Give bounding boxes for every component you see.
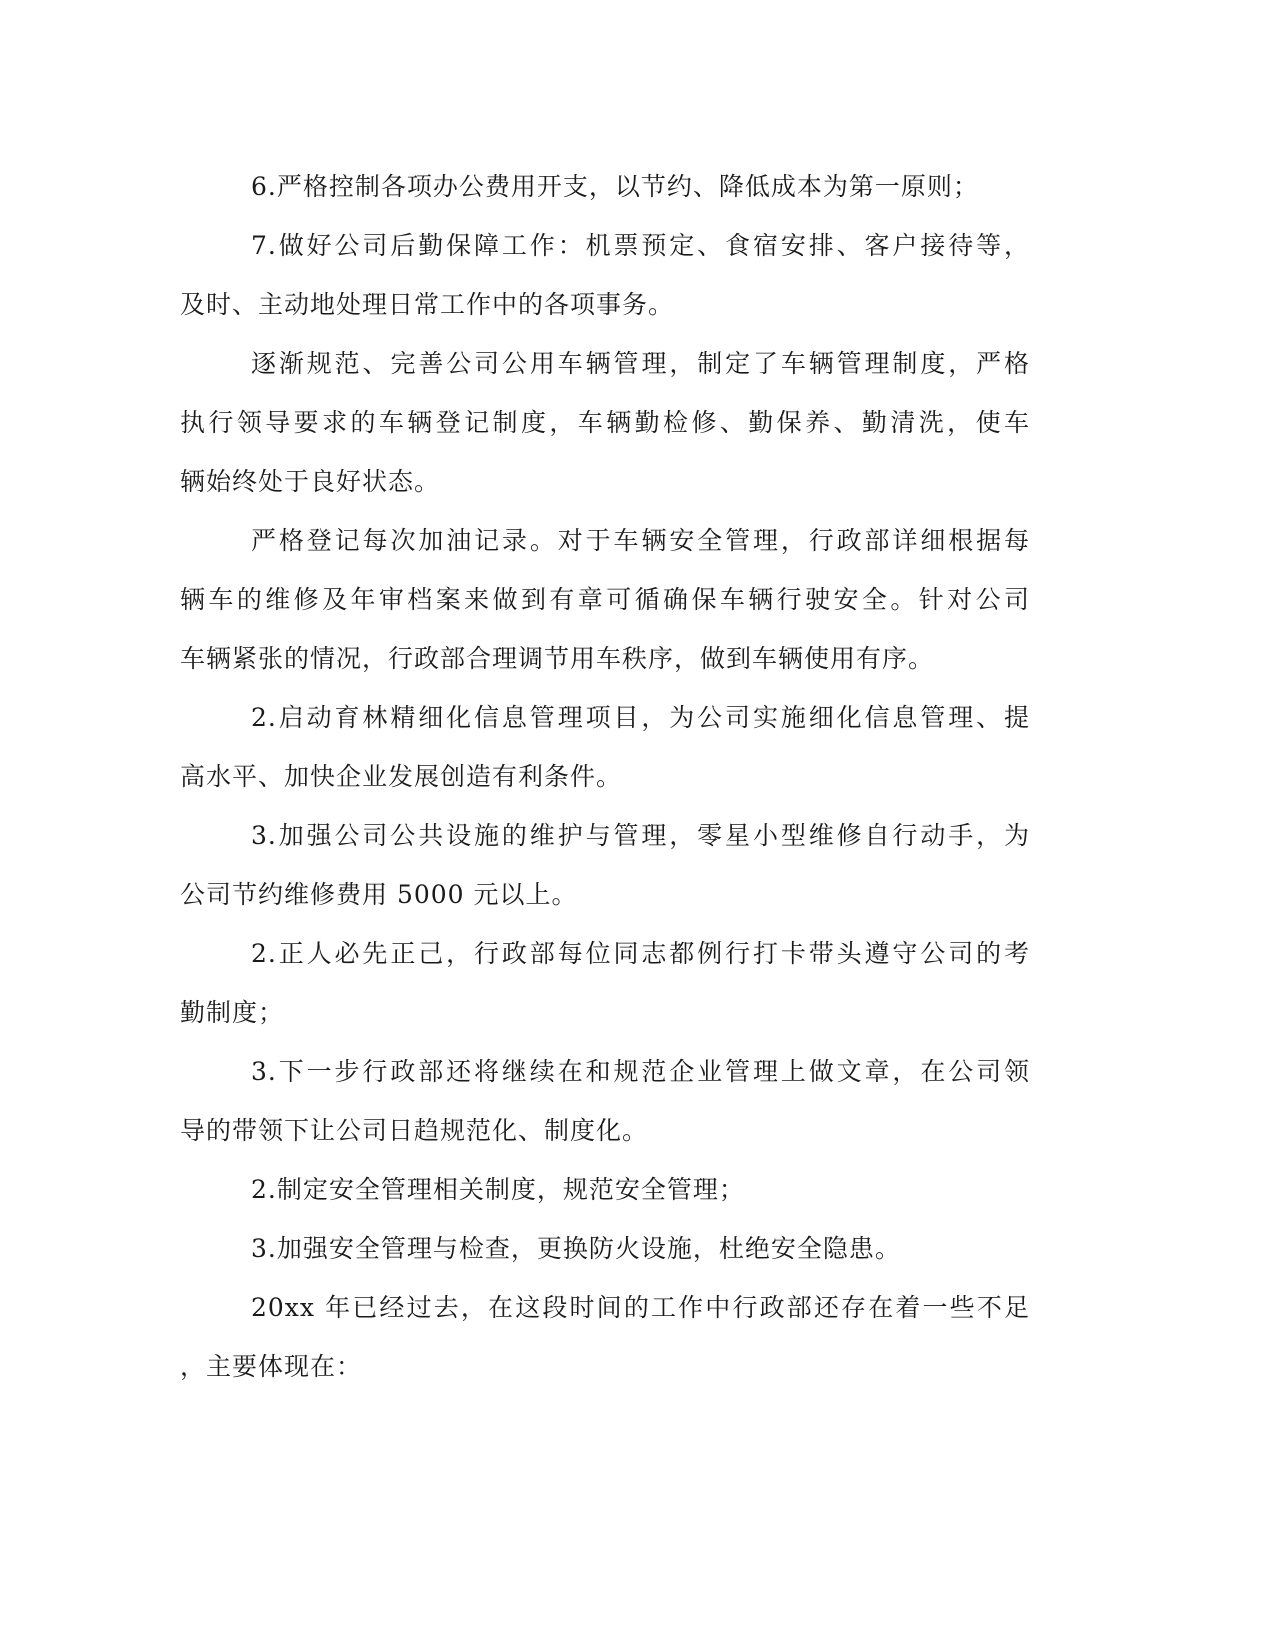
text-line: 6.严格控制各项办公费用开支，以节约、降低成本为第一原则； [251, 172, 979, 201]
text-line: 3.加强安全管理与检查，更换防火设施，杜绝安全隐患。 [251, 1234, 901, 1263]
text-line: 逐渐规范、完善公司公用车辆管理，制定了车辆管理制度，严格 [251, 349, 1030, 378]
text-line: 2.制定安全管理相关制度，规范安全管理； [251, 1175, 745, 1204]
text-line: 20xx 年已经过去，在这段时间的工作中行政部还存在着一些不足 [251, 1293, 1030, 1322]
text-line: 2.正人必先正己，行政部每位同志都例行打卡带头遵守公司的考 [251, 939, 1030, 968]
text-line: 3.下一步行政部还将继续在和规范企业管理上做文章，在公司领 [251, 1057, 1030, 1086]
text-line: 高水平、加快企业发展创造有利条件。 [180, 762, 623, 791]
text-line: 车辆紧张的情况，行政部合理调节用车秩序，做到车辆使用有序。 [180, 644, 935, 673]
text-line: 辆始终处于良好状态。 [180, 467, 441, 496]
text-line: 勤制度； [180, 998, 285, 1027]
text-line: 及时、主动地处理日常工作中的各项事务。 [180, 290, 675, 319]
text-line: 2.启动育林精细化信息管理项目，为公司实施细化信息管理、提 [251, 703, 1030, 732]
text-line: ，主要体现在： [180, 1352, 363, 1381]
document-body [180, 157, 1030, 1396]
text-line: 严格登记每次加油记录。对于车辆安全管理，行政部详细根据每 [251, 526, 1030, 555]
text-line: 执行领导要求的车辆登记制度，车辆勤检修、勤保养、勤清洗，使车 [180, 408, 1030, 437]
text-line: 公司节约维修费用 5000 元以上。 [180, 880, 578, 909]
text-line: 辆车的维修及年审档案来做到有章可循确保车辆行驶安全。针对公司 [180, 585, 1030, 614]
text-line: 3.加强公司公共设施的维护与管理，零星小型维修自行动手，为 [251, 821, 1030, 850]
text-line: 导的带领下让公司日趋规范化、制度化。 [180, 1116, 649, 1145]
text-line: 7.做好公司后勤保障工作：机票预定、食宿安排、客户接待等， [251, 231, 1030, 260]
